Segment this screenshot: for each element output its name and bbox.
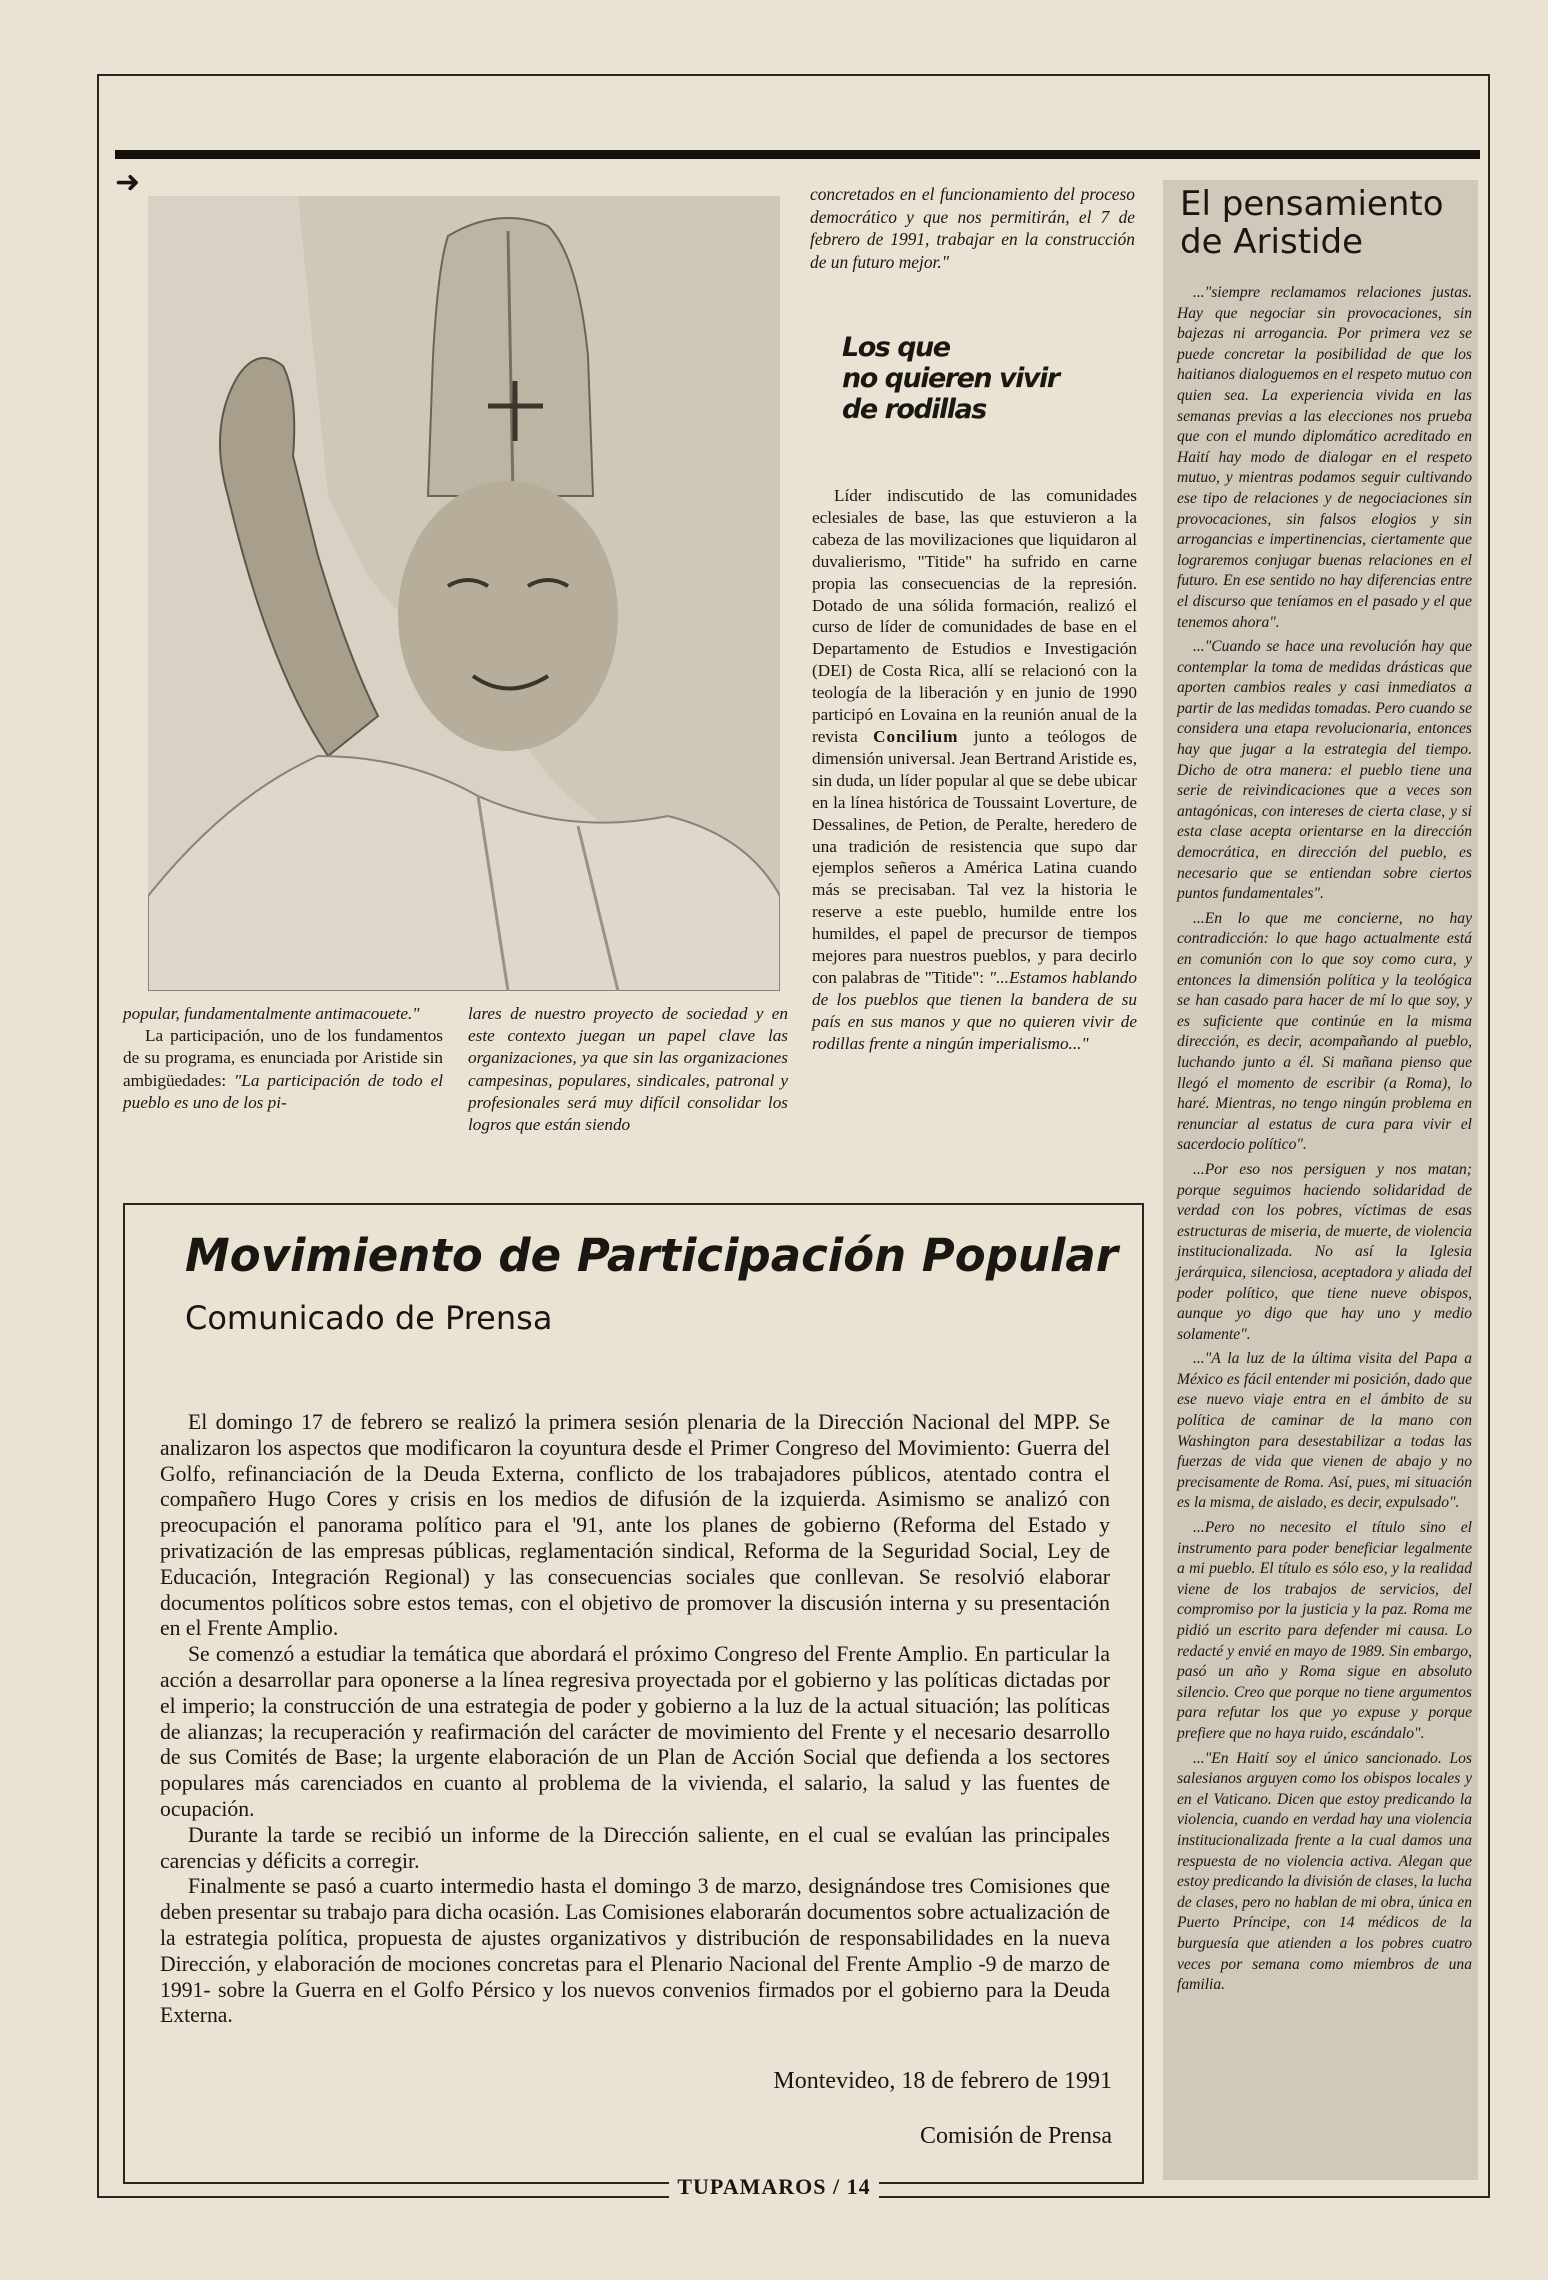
sidebar-title-line-1: El pensamiento [1180, 184, 1444, 224]
left-col-para-2-italic: "La participación de todo el pueblo es uno de los pi- [123, 1070, 443, 1112]
sidebar-para: ..."En Haití soy el único sancionado. Los salesianos arguyen como los obispos locales y en el Vaticano. Dicen que estoy predicando la violencia, cuando en verdad hay una violencia institucionalizada frente a la cual damos una respuesta de no violencia activa. Alegan que estoy predicando la división de clases, la lucha de clases, pero no hablan de mi obra, única en Puerto Príncipe, con 14 médicos de la burguesía que atienden a los pobres cuatro veces por semana como miembros de una familia. [1177, 1749, 1472, 1994]
article-quote: "...Estamos hablando de los pueblos que tienen la bandera de su país en sus manos y que no quieren vivir de rodillas frente a ningún imperialismo..." [812, 967, 1137, 1053]
sidebar-para: ..."siempre reclamamos relaciones justas. Hay que negociar sin provocaciones, sin bajezas ni arrogancia. Por primera vez se puede concretar la posibilidad de que los haitianos dialoguemos en el respeto mutuo con quien sea. La experiencia vivida en las semanas previas a las elecciones nos prueba que con el mundo diplomático acreditado en Haití hay modo de dialogar en el respeto mutuo, y mientras podamos seguir cultivando ese tipo de relaciones y de negociaciones sin provocaciones, sin falsos elogios y sin arrogancias e impertinencias, ciertamente que lograremos conjugar buenas relaciones en el futuro. En ese sentido no hay diferencias entre el discurso que teníamos en el pasado y el que tenemos ahora". [1177, 284, 1472, 631]
press-release-para: Finalmente se pasó a cuarto intermedio hasta el domingo 3 de marzo, designándose tres Comisiones que deben presentar su trabajo para dicha ocasión. Las Comisiones elaborarán documentos sobre actualización de la estrategia política, propuesta de ajustes organizativos y distribución de responsabilidades en la nueva Dirección, y elaboración de mociones concretas para el Plenario Nacional del Frente Amplio -9 de marzo de 1991- sobre la Guerra en el Golfo Pérsico y los nuevos convenios firmados por el gobierno para la Deuda Externa. [160, 1874, 1110, 2028]
article-text-b: junto a teólogos de dimensión universal. Jean Bertrand Aristide es, sin duda, un líder popular al que se debe ubicar en la línea histórica de Toussaint Loverture, de Dessalines, de Petion, de Peralte, heredero de una tradición de resistencia que supo dar ejemplos señeros a América Latina cuando más se precisaban. Tal vez la historia le reserve a este pueblo, humilde entre los humildes, el papel de precursor de tiempos mejores para nuestros pueblos, y para decirlo con palabras de "Titide": [812, 726, 1137, 987]
press-release-para: El domingo 17 de febrero se realizó la primera sesión plenaria de la Dirección Nacional del MPP. Se analizaron los aspectos que modificaron la coyuntura desde el Primer Congreso del Movimiento: Guerra del Golfo, refinanciación de la Deuda Externa, conflicto de los trabajadores públicos, atentado contra el compañero Hugo Cores y crisis en los medios de difusión de la izquierda. Asimismo se analizó con preocupación el panorama político para el '91, ante los planes de gobierno (Reforma del Estado y privatización de las empresas públicas, reglamentación sindical, Reforma de la Seguridad Social, Ley de Educación, Integración Regional) y las consecuencias sociales que conllevan. Se resolvió elaborar documentos políticos sobre estos temas, con el objetivo de promover la discusión interna y su presentación en el Frente Amplio. [160, 1410, 1110, 1641]
left-col-para-1: popular, fundamentalmente antimacouete." [123, 1004, 420, 1023]
article-kicker [842, 332, 1059, 425]
left-column [123, 1003, 443, 1114]
kicker-line-1: Los que [842, 332, 950, 363]
pope-photo [148, 196, 780, 991]
kicker-line-3: de rodillas [842, 394, 986, 425]
press-release-place-date: Montevideo, 18 de febrero de 1991 [773, 2068, 1112, 2094]
sidebar-para: ..."A la luz de la última visita del Papa a México es fácil entender mi posición, dado que ese nuevo viaje entra en el ámbito de su política de caminar de la mano con Washington para desestabilizar a todas las fuerzas de vida que vienen de abajo y no precisamente de Roma. Así, pues, mi situación es la misma, de aislado, es decir, expulsado". [1177, 1350, 1472, 1512]
page-footer [0, 2174, 1548, 2200]
article-para-1 [812, 485, 1137, 1055]
top-rule [115, 150, 1480, 159]
arrow-right-icon: ➜ [115, 166, 141, 199]
press-release-para: Durante la tarde se recibió un informe de la Dirección saliente, en el cual se evalúan las principales carencias y déficits a corregir. [160, 1822, 1110, 1873]
sidebar-title-line-2: de Aristide [1180, 222, 1363, 262]
mid-column [468, 1003, 788, 1136]
press-release-body [160, 1410, 1110, 2029]
article-journal-name: Concilium [873, 726, 959, 746]
article-text-a: Líder indiscutido de las comunidades eclesiales de base, las que estuvieron a la cabeza de las movilizaciones que liquidaron al duvalierismo, "Titide" ha sufrido en carne propia las consecuencias de la represión. Dotado de una sólida formación, realizó el curso de líder de comunidades de base en el Departamento de Estudios e Investigación (DEI) de Costa Rica, allí se relacionó con la teología de la liberación y en junio de 1990 participó en Lovaina en la reunión anual de la revista [812, 486, 1137, 746]
kicker-line-2: no quieren vivir [842, 363, 1059, 394]
mid-col-para-1: lares de nuestro proyecto de sociedad y en este contexto juegan un papel clave las organizaciones, ya que sin las organizaciones campesinas, populares, sindicales, patronal y profesionales será muy difícil consolidar los logros que están siendo [468, 1004, 788, 1135]
left-col-para-2 [123, 1025, 443, 1114]
sidebar-title [1180, 185, 1480, 261]
footer-label: TUPAMAROS / 14 [669, 2174, 878, 2200]
sidebar-para: ...En lo que me concierne, no hay contradicción: lo que hago actualmente está en comunión con lo que soy como cura, y entonces la dimensión política y la teológica se han casado para hacer de mí lo que soy, y es suficiente que continúe en la misma dirección, es decir, acompañando al pueblo, luchando junto a él. Si mañana pienso que llegó el momento de escribir (a Roma), lo haré. Mientras, no tengo ningún problema en renunciar al estatus de cura para vivir el sacerdocio político". [1177, 909, 1472, 1154]
press-release-subtitle: Comunicado de Prensa [185, 1299, 553, 1337]
press-release-para: Se comenzó a estudiar la temática que abordará el próximo Congreso del Frente Amplio. En particular la acción a desarrollar para oponerse a la línea regresiva proyectada por el gobierno y las políticas dictadas por el imperio; la construcción de una estrategia de poder y gobierno a la luz de la actual situación; las políticas de alianzas; la recuperación y reafirmación del carácter de movimiento del Frente y el necesario desarrollo de sus Comités de Base; la urgente elaboración de un Plan de Acción Social que defienda a los sectores populares más carenciados en cuanto al problema de la vivienda, el salario, la salud y las fuentes de ocupación. [160, 1642, 1110, 1821]
left-col-para-2-plain: La participación, uno de los fundamentos de su programa, es enunciada por Aristide sin ambigüedades: [123, 1026, 443, 1090]
sidebar-para: ..."Cuando se hace una revolución hay que contemplar la toma de medidas drásticas que aporten cambios reales y casi inmediatos a partir de las medidas tomadas. Pero cuando se considera una etapa revolucionaria, entonces hay que jugar a la estrategia del tiempo. Dicho de otra manera: el pueblo tiene una serie de reivindicaciones que a veces son antagónicas, con intereses de cierta clase, y si esta clase acepta orientarse en la dirección democrática, en dirección del pueblo, es necesario que se entiendan sobre ciertos puntos fundamentales". [1177, 638, 1472, 903]
press-release-title: Movimiento de Participación Popular [185, 1229, 1118, 1282]
article-column [812, 485, 1137, 1055]
sidebar-body [1177, 283, 1472, 2000]
lead-quote: concretados en el funcionamiento del proceso democrático y que nos permitirán, el 7 de febrero de 1991, trabajar en la construcción de un futuro mejor." [810, 184, 1135, 272]
press-release-signature: Comisión de Prensa [920, 2123, 1112, 2149]
sidebar-para: ...Pero no necesito el título sino el instrumento para poder beneficiar legalmente a mi pueblo. El título es sólo eso, y la realidad viene de los trabajos de servicios, del compromiso por la justicia y la paz. Roma me pidió un escrito para defender mi causa. Lo redacté y envié en mayo de 1989. Sin embargo, pasó un año y Roma sigue en absoluto silencio. Creo que porque no tiene argumentos para refutar los que yo expuse y porque prefiere que no haya ruido, escándalo". [1177, 1519, 1472, 1742]
sidebar-para: ...Por eso nos persiguen y nos matan; porque seguimos haciendo solidaridad de verdad con los pobres, víctimas de esas estructuras de miseria, de muerte, de violencia institucionalizada. No así la Iglesia jerárquica, silenciosa, aceptadora y aliada del poder político, que tiene nueve obispos, aunque yo digo que hay uno y medio solamente". [1177, 1160, 1472, 1343]
pope-illustration [148, 196, 780, 991]
